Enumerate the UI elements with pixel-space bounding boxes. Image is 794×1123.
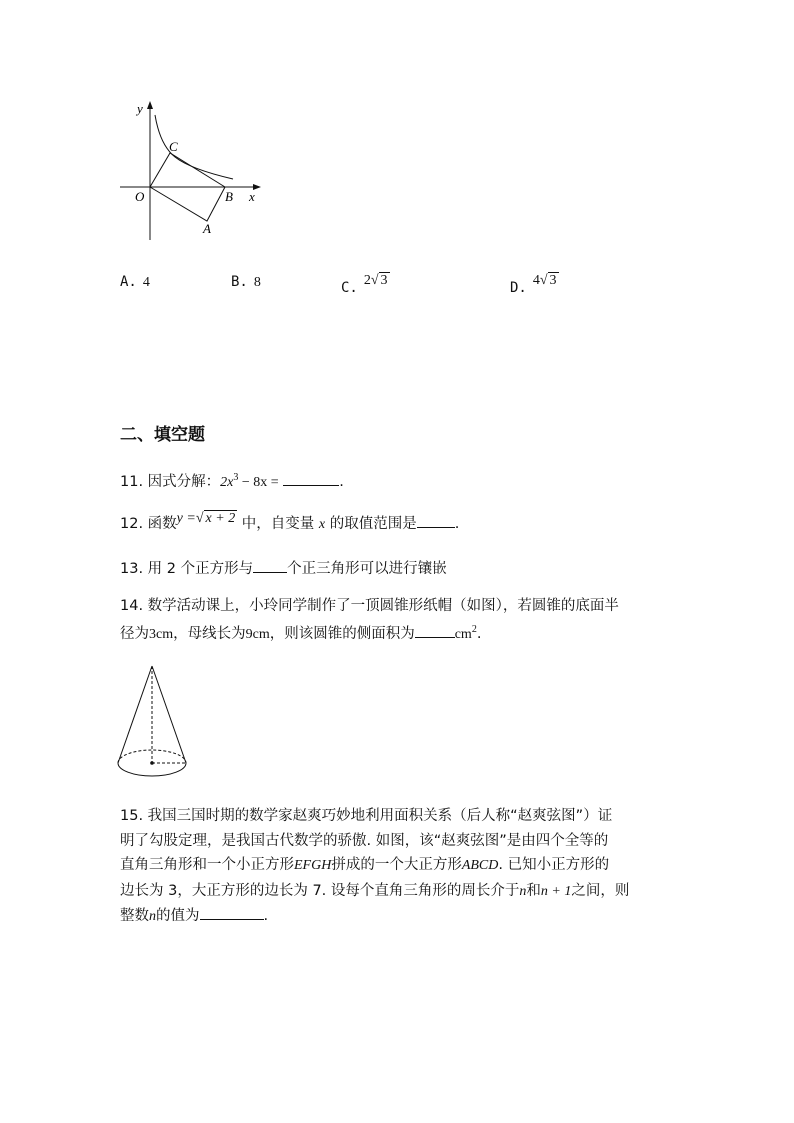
coordinate-figure [115,95,270,245]
question-13 [120,557,680,581]
q12-answer-blank[interactable] [417,513,455,528]
q13-answer-blank[interactable] [253,558,287,573]
choice-a-value: 4 [142,275,150,290]
q15-line5 [120,904,680,930]
q15-line1 [120,804,680,829]
q11-answer-blank[interactable] [283,471,339,486]
q15-line5-a: 整数 [120,908,149,924]
q12-prefix: 函数 [147,516,177,532]
q14-end: . [476,625,482,642]
cone-figure [112,660,192,785]
q14-line2-a: 径为 [120,625,149,642]
q12-radicand: x + 2 [205,511,236,526]
choice-d-value [533,273,559,288]
q11-exp: 3 [233,472,239,483]
label-y: y [137,101,143,116]
q15-and: 和 [526,882,541,899]
label-B: B [225,189,233,204]
q15-line3-a: 直角三角形和一个小正方形 [120,857,294,873]
q12-suffix: 的取值范围是 [325,516,417,532]
q14-unit: cm [454,626,472,642]
q15-line2-text: 明了勾股定理，是我国古代数学的骄傲. 如图，该“赵爽弦图”是由四个全等的 [120,832,609,849]
question-12 [120,512,680,537]
q12-y: y = [176,511,196,526]
q11-expr-b: − 8x = [238,474,279,490]
q12-number: 12. [120,516,144,532]
choice-d-coef: 4 [532,273,540,288]
choice-a[interactable] [120,274,150,291]
cone-center-dot [150,761,154,765]
q11-expr-a: 2x [220,474,234,490]
q15-efgh: EFGH [294,858,332,873]
q15-line4-b: 之间，则 [571,882,630,899]
q14-radius: 3cm [149,626,174,642]
q14-answer-blank[interactable] [415,623,455,638]
choice-c[interactable] [341,272,390,296]
choice-c-coef: 2 [363,273,371,288]
q11-suffix: . [339,473,344,490]
choice-a-letter: A. [120,274,137,290]
q11-number: 11. [120,473,144,490]
q14-line2 [120,618,680,647]
sqrt-sign-q12: √ [195,511,204,526]
q15-number: 15. [120,808,144,824]
q15-line4 [120,879,680,905]
q15-line1-text: 我国三国时期的数学家赵爽巧妙地利用面积关系（后人称“赵爽弦图”）证 [147,808,613,824]
q14-line1 [120,594,680,618]
choice-b-letter: B. [231,274,248,290]
q13-text-a: 用 2 个正方形与 [147,561,254,577]
q13-text-b: 个正三角形可以进行镶嵌 [287,561,447,577]
q14-slant: 9cm [245,626,270,642]
q13-number: 13. [120,561,144,577]
y-axis-arrow [147,101,153,109]
q14-line1-text: 数学活动课上，小玲同学制作了一顶圆锥形纸帽（如图），若圆锥的底面半 [147,598,619,614]
q15-n1: n [519,883,527,899]
cone-left-side [118,666,152,763]
choice-c-letter: C. [341,280,358,296]
q15-abcd: ABCD [461,858,499,873]
q12-var: x [318,517,326,532]
sqrt-sign-c: √ [370,273,379,288]
q15-line4-a: 边长为 3，大正方形的边长为 7. 设每个直角三角形的周长介于 [120,882,520,899]
q15-line3-c: . 已知小正方形的 [498,857,610,873]
choice-d-letter: D. [510,280,527,296]
q15-line5-b: 的值为 [156,908,200,924]
q12-end: . [454,516,460,532]
q15-line3 [120,853,680,879]
cone-right-side [152,666,186,763]
choice-b-value: 8 [253,275,261,290]
q11-prefix: 因式分解： [147,473,221,490]
q15-line3-b: 拼成的一个大正方形 [331,857,462,873]
q12-mid: 中，自变量 [237,516,319,532]
q14-unit-exp: 2 [471,624,477,635]
sqrt-sign-d: √ [539,273,548,288]
q15-line2 [120,829,680,854]
q15-n3: n [149,909,156,924]
choice-b[interactable] [231,274,261,291]
label-O: O [135,189,145,204]
question-11 [120,466,680,495]
question-14 [120,594,680,647]
label-C: C [169,139,178,154]
choice-c-radicand: 3 [380,273,388,288]
choice-d-radicand: 3 [549,273,557,288]
label-x: x [249,189,255,204]
q15-answer-blank[interactable] [200,905,264,920]
cone-base-front [118,763,186,776]
question-15 [120,804,680,930]
q15-end: . [263,908,269,924]
q14-line2-b: ，母线长为 [173,625,246,642]
q15-n2: n + 1 [540,883,572,899]
label-A: A [203,221,211,236]
q14-line2-c: ，则该圆锥的侧面积为 [269,625,415,642]
choice-d[interactable] [510,272,559,296]
section-title: 二、填空题 [120,425,205,445]
q14-number: 14. [120,598,144,614]
choice-c-value [364,273,390,288]
hyperbola-curve [155,115,233,179]
